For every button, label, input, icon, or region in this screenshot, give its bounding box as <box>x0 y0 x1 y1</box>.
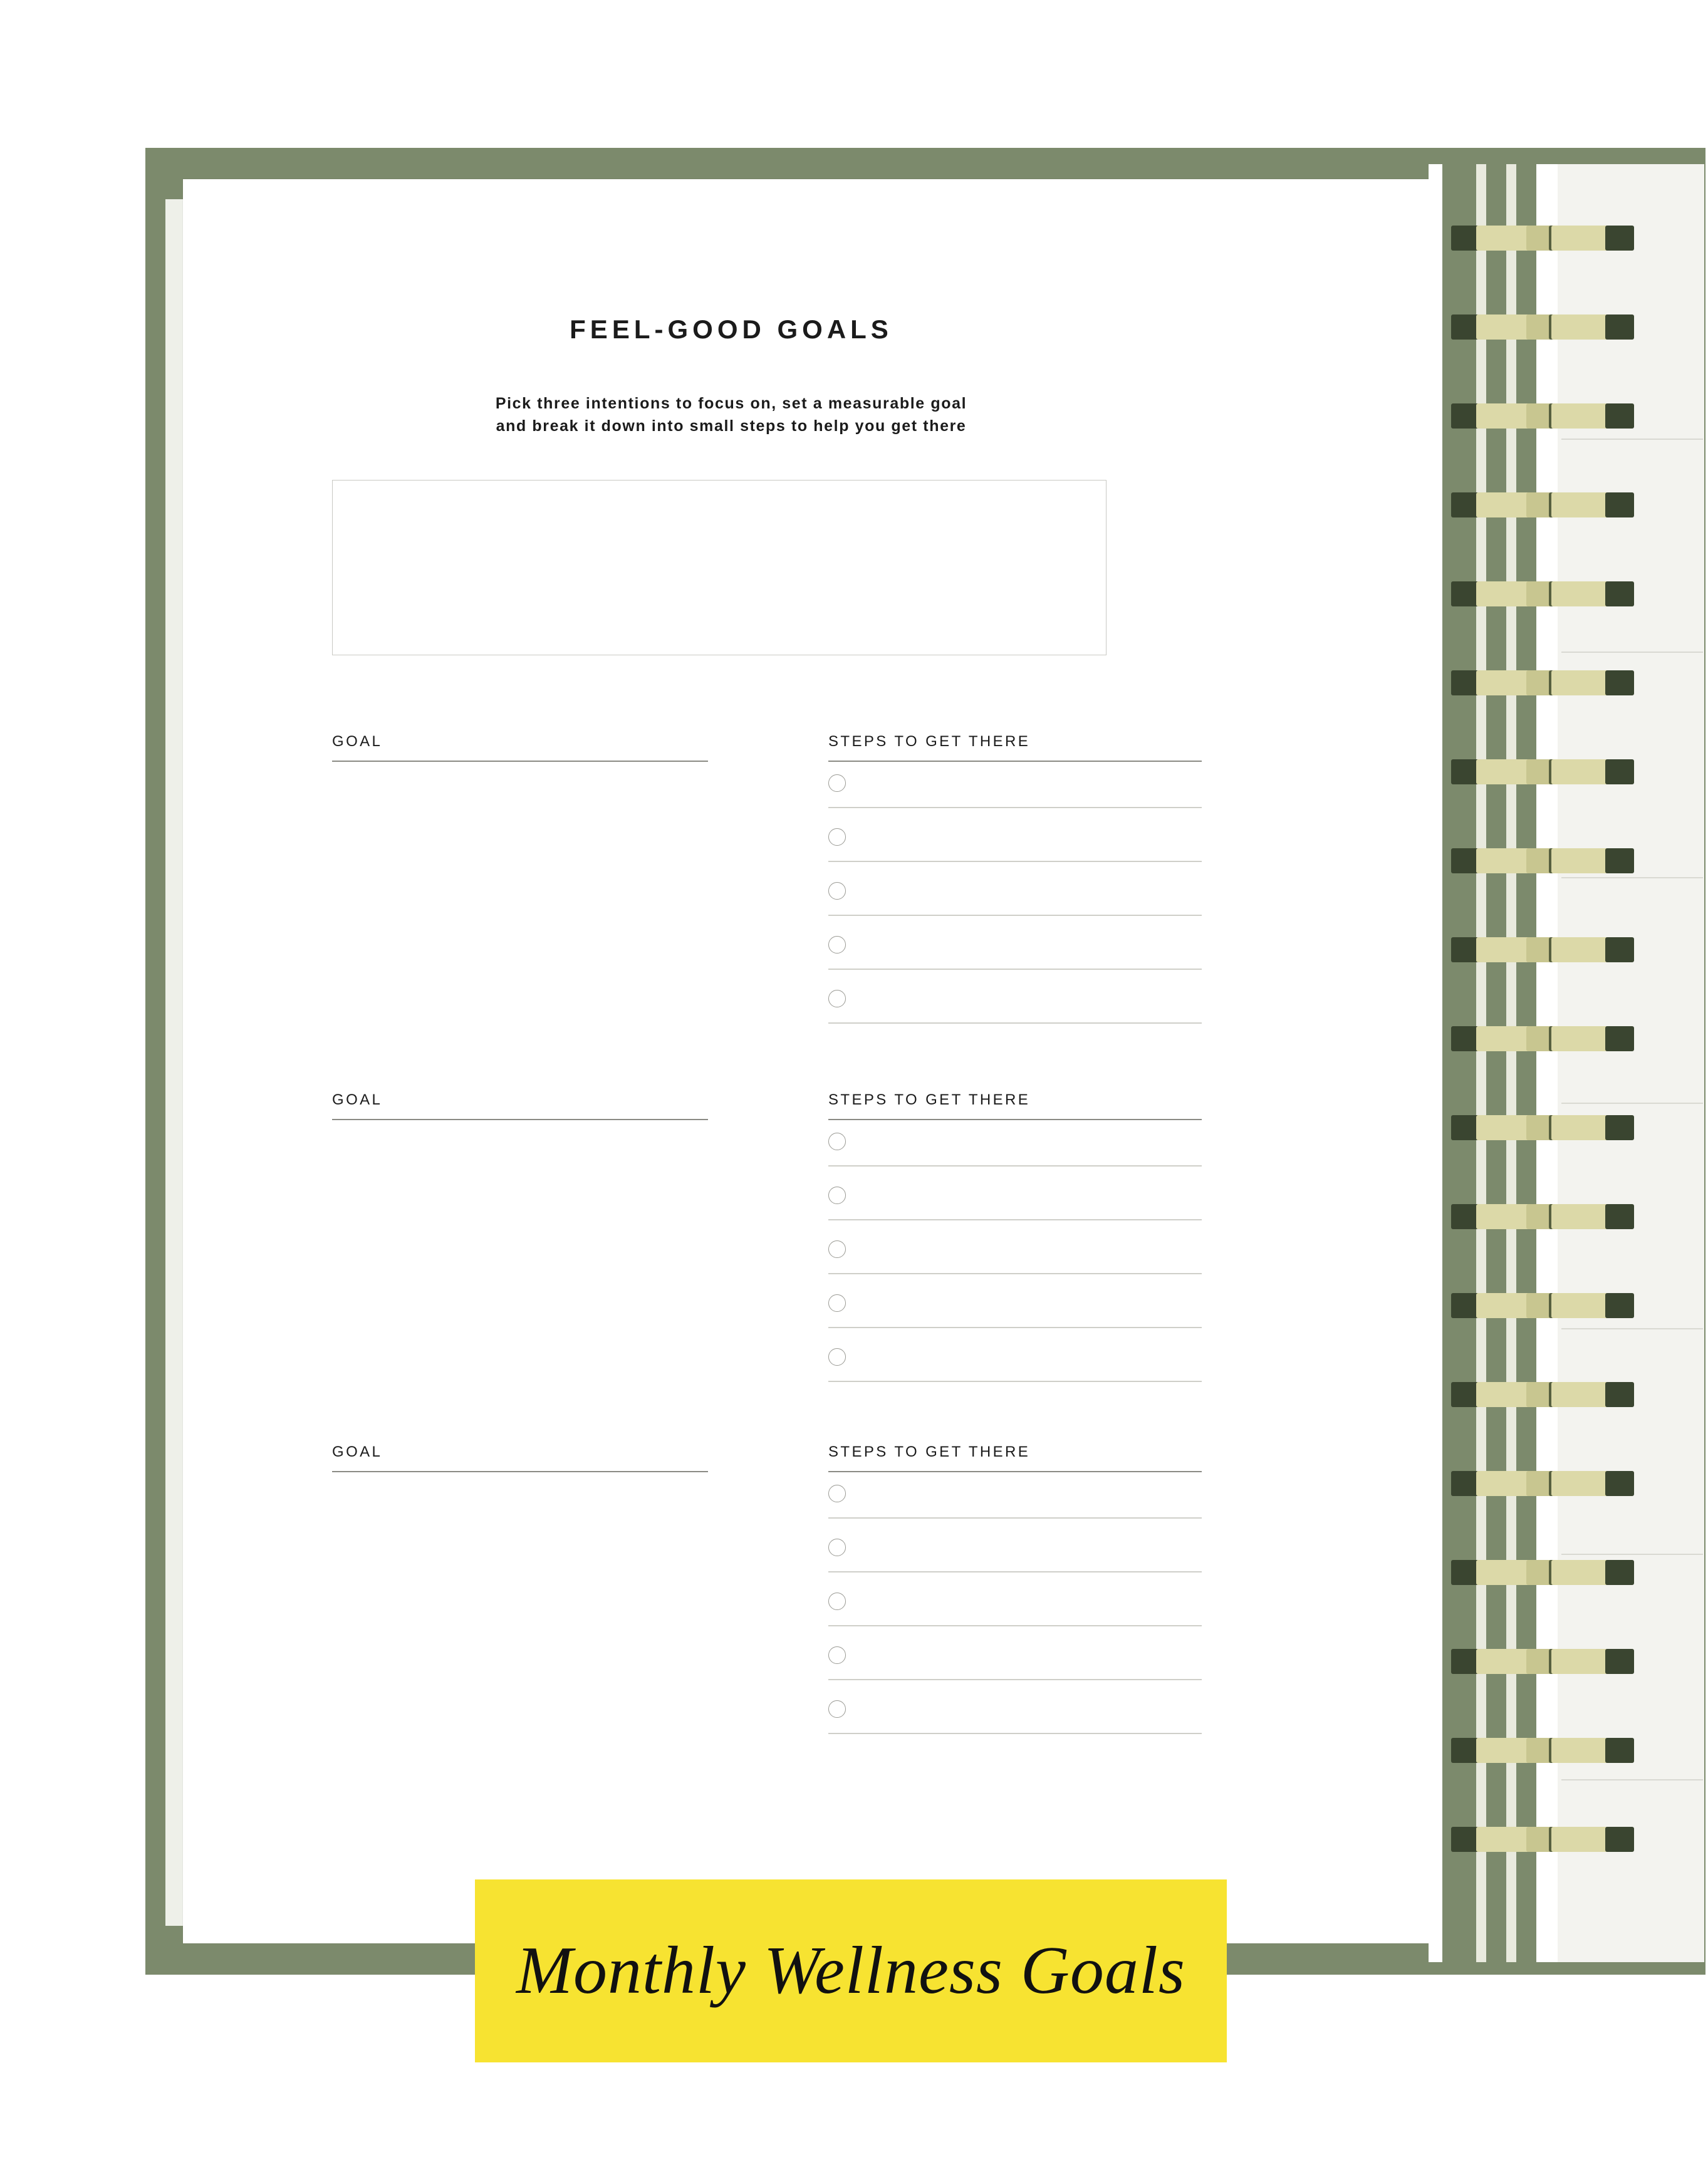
step-checkbox-circle-icon[interactable] <box>828 882 846 900</box>
step-row[interactable] <box>828 1472 1202 1526</box>
step-checkbox-circle-icon[interactable] <box>828 1240 846 1258</box>
right-page-divider <box>1561 652 1703 653</box>
steps-column <box>828 1091 1202 1390</box>
binding-coil <box>1451 492 1634 517</box>
step-checkbox-circle-icon[interactable] <box>828 1485 846 1502</box>
binding-coil <box>1451 1204 1634 1229</box>
step-checkbox-circle-icon[interactable] <box>828 1646 846 1664</box>
steps-heading: STEPS TO GET THERE <box>828 1091 1031 1108</box>
step-write-line[interactable] <box>828 1679 1202 1680</box>
step-checkbox-circle-icon[interactable] <box>828 1187 846 1204</box>
binding-coil <box>1451 226 1634 251</box>
steps-heading: STEPS TO GET THERE <box>828 733 1031 750</box>
step-write-line[interactable] <box>828 1273 1202 1274</box>
step-write-line[interactable] <box>828 861 1202 862</box>
binding-coil <box>1451 1738 1634 1763</box>
right-page-divider <box>1561 439 1703 440</box>
step-write-line[interactable] <box>828 1327 1202 1328</box>
step-write-line[interactable] <box>828 915 1202 916</box>
binding-coil <box>1451 581 1634 606</box>
step-row[interactable] <box>828 816 1202 870</box>
steps-heading: STEPS TO GET THERE <box>828 1443 1031 1460</box>
binding-coil <box>1451 848 1634 873</box>
step-checkbox-circle-icon[interactable] <box>828 1133 846 1150</box>
binding-stripe-right <box>1506 164 1516 1962</box>
right-page-divider <box>1561 1328 1703 1329</box>
step-row[interactable] <box>828 977 1202 1031</box>
step-row[interactable] <box>828 1688 1202 1742</box>
binding-coil <box>1451 1115 1634 1140</box>
step-write-line[interactable] <box>828 1517 1202 1519</box>
step-row[interactable] <box>828 1120 1202 1174</box>
binding-coil <box>1451 1827 1634 1852</box>
goal-input-line[interactable] <box>332 761 708 762</box>
step-checkbox-circle-icon[interactable] <box>828 1294 846 1312</box>
goal-column <box>332 1443 708 1472</box>
goal-input-line[interactable] <box>332 1471 708 1472</box>
step-checkbox-circle-icon[interactable] <box>828 774 846 792</box>
step-row[interactable] <box>828 923 1202 977</box>
binding-coil <box>1451 670 1634 695</box>
step-row[interactable] <box>828 1336 1202 1390</box>
binding-coil <box>1451 1382 1634 1407</box>
step-row[interactable] <box>828 1282 1202 1336</box>
goal-column <box>332 733 708 762</box>
step-checkbox-circle-icon[interactable] <box>828 1348 846 1366</box>
binding-spine <box>1435 164 1548 1962</box>
step-checkbox-circle-icon[interactable] <box>828 936 846 954</box>
step-row[interactable] <box>828 1526 1202 1580</box>
step-write-line[interactable] <box>828 1022 1202 1024</box>
goal-input-line[interactable] <box>332 1119 708 1120</box>
page-title: FEEL-GOOD GOALS <box>570 314 893 344</box>
binding-coil <box>1451 1649 1634 1674</box>
page-subtitle-line-2: and break it down into small steps to help you get there <box>496 417 967 435</box>
goal-label: GOAL <box>332 1091 383 1108</box>
binding-coil <box>1451 1293 1634 1318</box>
steps-column <box>828 1443 1202 1742</box>
right-side-pages <box>1554 164 1704 1962</box>
goal-label: GOAL <box>332 733 383 750</box>
goal-label: GOAL <box>332 1443 383 1460</box>
step-write-line[interactable] <box>828 1625 1202 1626</box>
binding-gap-right <box>1536 164 1558 1962</box>
goal-column <box>332 1091 708 1120</box>
step-write-line[interactable] <box>828 1733 1202 1734</box>
step-write-line[interactable] <box>828 807 1202 808</box>
page-content <box>183 179 1447 1943</box>
step-checkbox-circle-icon[interactable] <box>828 828 846 846</box>
caption-banner <box>475 1879 1227 2062</box>
binding-coil <box>1451 314 1634 340</box>
page-subtitle <box>183 392 1279 438</box>
step-write-line[interactable] <box>828 1165 1202 1167</box>
right-page-divider <box>1561 877 1703 878</box>
binding-stripe-left <box>1476 164 1486 1962</box>
binding-coil <box>1451 1026 1634 1051</box>
step-row[interactable] <box>828 1174 1202 1228</box>
step-checkbox-circle-icon[interactable] <box>828 990 846 1007</box>
step-write-line[interactable] <box>828 1571 1202 1572</box>
binding-coil <box>1451 1471 1634 1496</box>
step-write-line[interactable] <box>828 1381 1202 1382</box>
binding-coil <box>1451 1560 1634 1585</box>
binding-coil <box>1451 403 1634 429</box>
step-checkbox-circle-icon[interactable] <box>828 1593 846 1610</box>
right-page-divider <box>1561 1779 1703 1780</box>
step-checkbox-circle-icon[interactable] <box>828 1700 846 1718</box>
step-row[interactable] <box>828 1634 1202 1688</box>
binding-coil <box>1451 759 1634 784</box>
steps-column <box>828 733 1202 1031</box>
right-page-divider <box>1561 1554 1703 1555</box>
right-page-divider <box>1561 1103 1703 1104</box>
step-write-line[interactable] <box>828 969 1202 970</box>
step-checkbox-circle-icon[interactable] <box>828 1539 846 1556</box>
page-subtitle-line-1: Pick three intentions to focus on, set a measurable goal <box>495 395 967 412</box>
step-row[interactable] <box>828 1580 1202 1634</box>
caption-text: Monthly Wellness Goals <box>516 1933 1185 2008</box>
intentions-textarea[interactable] <box>332 480 1107 655</box>
step-write-line[interactable] <box>828 1219 1202 1220</box>
step-row[interactable] <box>828 870 1202 923</box>
step-row[interactable] <box>828 1228 1202 1282</box>
bottom-margin <box>0 2062 1708 2162</box>
binding-coil <box>1451 937 1634 962</box>
step-row[interactable] <box>828 762 1202 816</box>
